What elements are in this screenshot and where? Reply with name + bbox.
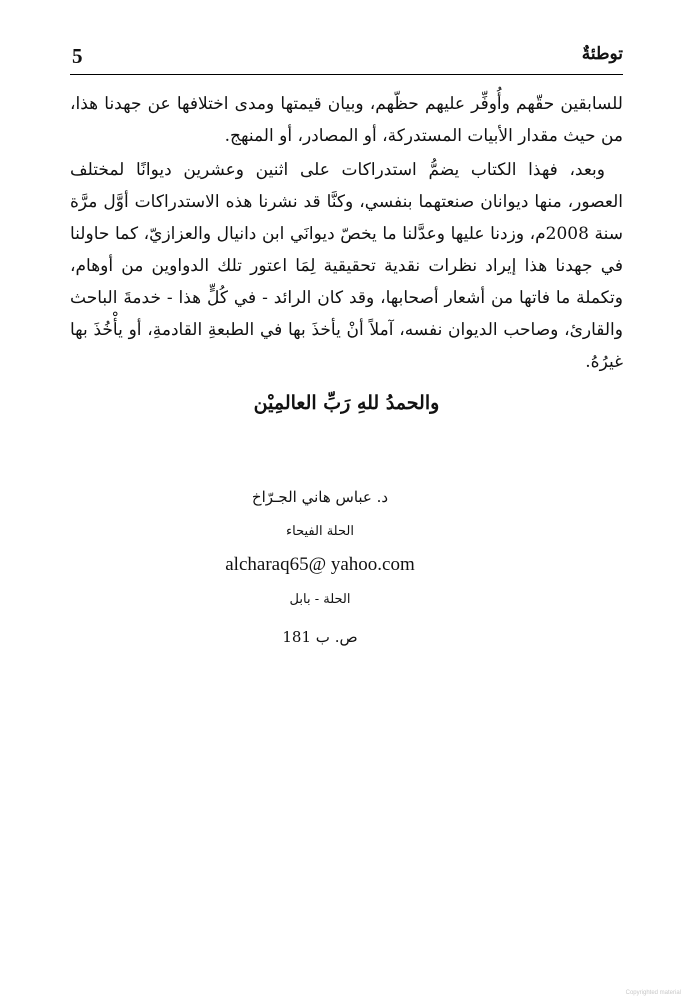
author-city: الحلة - بابل	[289, 592, 351, 607]
author-po-box: ص. ب 181	[282, 628, 358, 646]
running-title: توطئةٌ	[581, 44, 623, 64]
body-text	[70, 88, 623, 378]
page-number: 5	[72, 44, 83, 68]
paragraph-1: للسابقين حقّهم وأُوفِّر عليهم حظّهم، وبيان قيمتها ومدى اختلافها عن جهدنا هذا، من حيث مقدار الأبيات المستدركة، أو المصادر، أو المنهج.	[70, 94, 623, 146]
copyright-watermark: Copyrighted material	[625, 990, 681, 996]
author-email: alcharaq65@ yahoo.com	[225, 554, 415, 575]
author-signature-block	[200, 488, 440, 646]
closing-praise: والحمدُ للهِ رَبِّ العالمِيْن	[253, 392, 440, 414]
author-name: د. عباس هاني الجـرّاخ	[251, 488, 389, 506]
page-header	[70, 38, 623, 75]
paragraph-2: وبعد، فهذا الكتاب يضمُّ استدراكات على اثنين وعشرين ديوانًا لمختلف العصور، منها ديوانان صنعتهما بنفسي، وكنَّا قد نشرنا هذه الاستدراكات أوَّل مرَّة سنة 2008م، وزدنا عليها وعدَّلنا ما يخصّ ديوانَي ابن دانيال والعزازيّ، كما حاولنا في جهدنا هذا إيراد نظرات نقدية تحقيقية لِمَا اعتور تلك الدواوين من أوهام، وتكملة ما فاتها من أشعار أصحابها، وقد كان الرائد - في كُلٍّ هذا - خدمةَ الباحث والقارئ، وصاحب الديوان نفسه، آملاً أنْ يأخذَ بها في الطبعةِ القادمةِ، أو يأْخُذَ بها غيرُهُ.	[70, 160, 623, 372]
author-place: الحلة الفيحاء	[286, 524, 354, 539]
